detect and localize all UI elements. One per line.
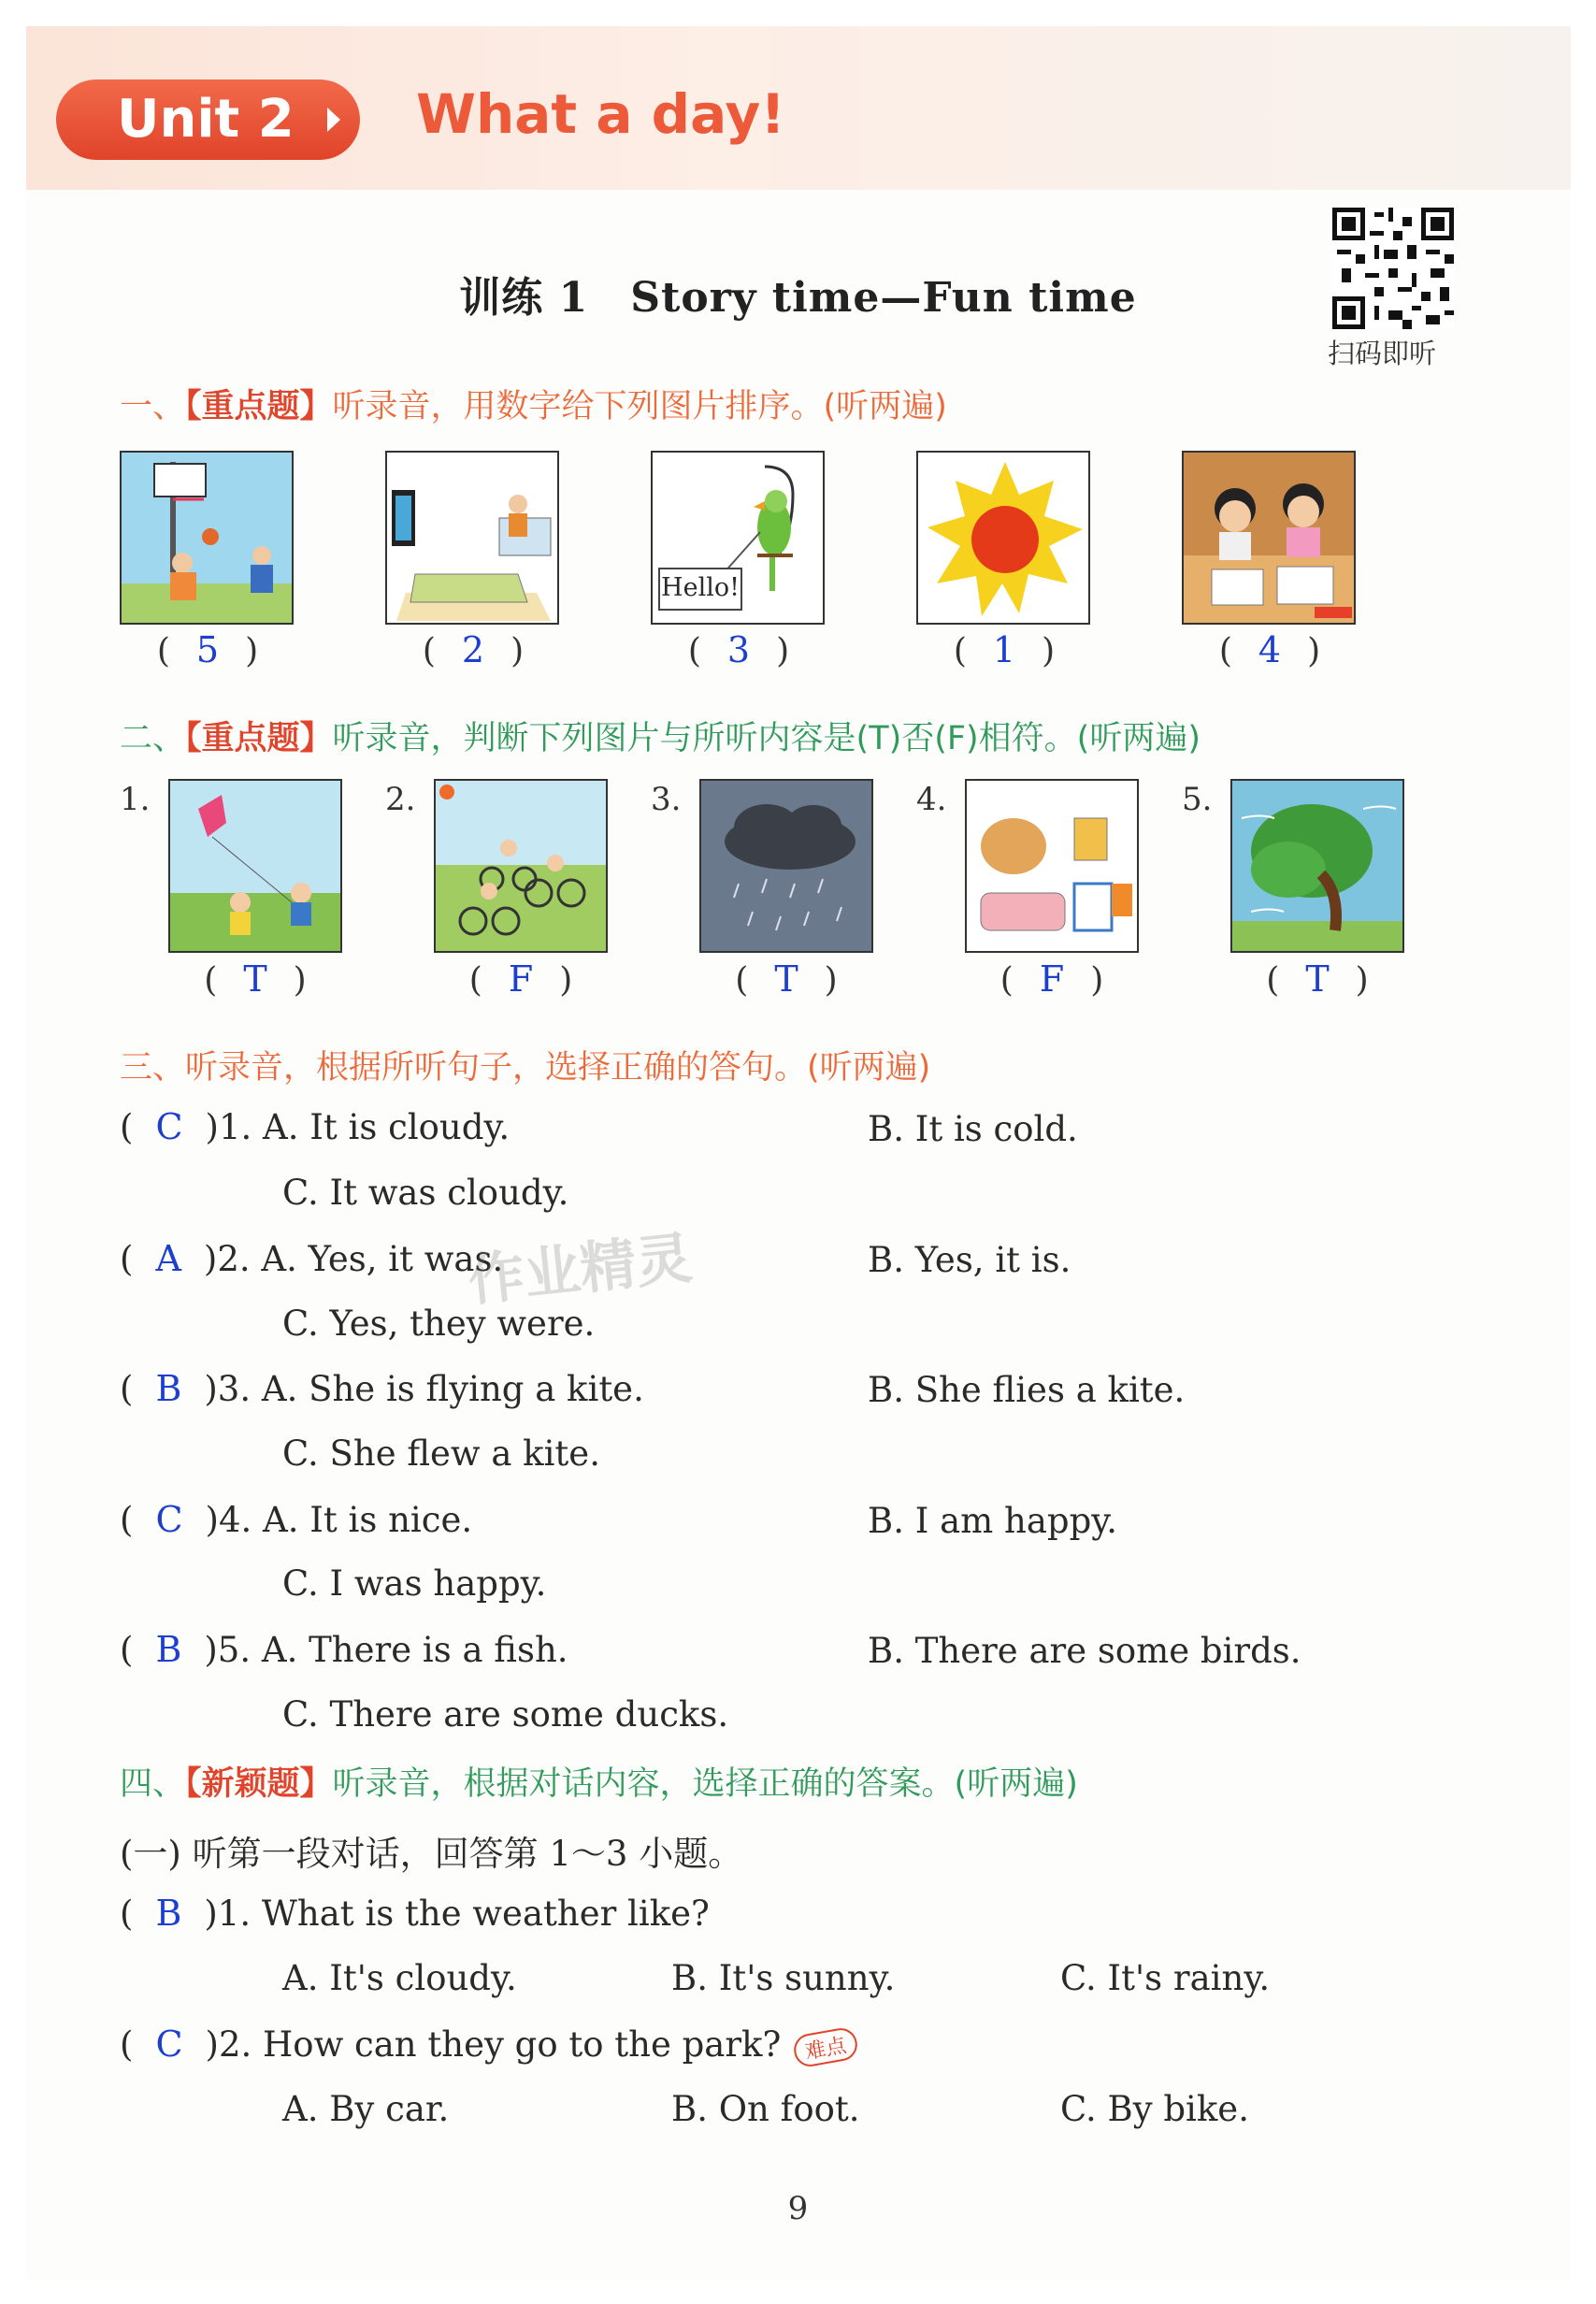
section2-number: 二、 xyxy=(120,720,186,757)
s4-q1-option-a: A. It's cloudy. xyxy=(282,1958,517,1998)
section4-number: 四、 xyxy=(120,1765,186,1803)
section2-answer-5: ( T ) xyxy=(1266,958,1369,1000)
qr-code-icon[interactable] xyxy=(1332,208,1454,329)
section2-label-3: 3. xyxy=(651,781,682,818)
kite-flying-scene-image xyxy=(168,779,342,953)
rain-cloud-scene-image xyxy=(699,779,873,953)
s4-q1-option-b: B. It's sunny. xyxy=(671,1958,896,1998)
kite-icon xyxy=(170,781,342,953)
s3-q5-option-a: A. There is a fish. xyxy=(261,1630,568,1670)
basketball-scene-image xyxy=(120,451,294,625)
s4-q2-option-b: B. On foot. xyxy=(671,2089,860,2129)
s3-q3-number: )3. xyxy=(204,1369,252,1409)
section1-answer-5: ( 4 ) xyxy=(1218,629,1321,670)
s3-q2-option-a: A. Yes, it was. xyxy=(261,1239,504,1279)
unit-label-pill xyxy=(56,79,360,160)
s4-q1-number: )1. xyxy=(204,1894,252,1934)
tv-room-scene-icon xyxy=(387,453,559,625)
s3-q1-number: )1. xyxy=(205,1107,252,1147)
s4-q2-option-c: C. By bike. xyxy=(1060,2089,1249,2129)
basketball-scene-icon xyxy=(122,453,294,625)
section4-heading xyxy=(120,1758,1078,1805)
tv-room-scene-image xyxy=(385,451,559,625)
s3-q5-option-b: B. There are some birds. xyxy=(868,1631,1301,1671)
s4-q1-answer: B xyxy=(155,1893,182,1934)
s3-q2-answer: A xyxy=(155,1238,181,1279)
s3-q3-option-b: B. She flies a kite. xyxy=(868,1370,1186,1410)
section2-label-5: 5. xyxy=(1182,781,1213,818)
s3-q4-number: )4. xyxy=(205,1500,252,1540)
children-drawing-icon xyxy=(1184,453,1356,625)
picnic-food-scene-image xyxy=(965,779,1139,953)
s3-q1-row: ( C )1. A. It is cloudy. xyxy=(120,1106,510,1147)
s4-q1-question: What is the weather like? xyxy=(261,1894,710,1934)
s4-q2-number: )2. xyxy=(205,2024,252,2065)
s3-q3-row: ( B )3. A. She is flying a kite. xyxy=(120,1368,644,1409)
section1-heading xyxy=(120,381,947,427)
s3-q1-option-b: B. It is cold. xyxy=(868,1109,1078,1149)
section2-answer-1: ( T ) xyxy=(204,958,307,1000)
s4-q2-answer: C xyxy=(155,2023,183,2065)
section2-answer-2: ( F ) xyxy=(468,958,573,1000)
sun-icon xyxy=(918,453,1090,625)
play-arrow-icon xyxy=(327,108,340,132)
section2-answer-value: T xyxy=(774,958,798,1000)
difficulty-badge: 难点 xyxy=(792,2025,860,2068)
s3-q2-option-c: C. Yes, they were. xyxy=(282,1303,596,1344)
children-drawing-scene-image xyxy=(1182,451,1356,625)
s3-q4-option-b: B. I am happy. xyxy=(868,1501,1118,1541)
s3-q1-option-a: A. It is cloudy. xyxy=(263,1107,510,1147)
sun-scene-image xyxy=(916,451,1090,625)
section1-answer-2: ( 2 ) xyxy=(422,629,525,670)
section2-tag: 【重点题】 xyxy=(185,720,333,757)
section2-answer-value: T xyxy=(243,958,267,1000)
bicycle-icon xyxy=(436,781,608,953)
s3-q4-row: ( C )4. A. It is nice. xyxy=(120,1499,473,1540)
s4-q1-option-c: C. It's rainy. xyxy=(1060,1958,1271,1998)
s3-q3-answer: B xyxy=(155,1368,182,1409)
s3-q5-number: )5. xyxy=(204,1630,252,1670)
section3-heading: 三、听录音，根据所听句子，选择正确的答句。(听两遍) xyxy=(120,1049,931,1087)
section1-answer-value: 1 xyxy=(992,629,1016,670)
section2-label-4: 4. xyxy=(916,781,947,818)
windy-tree-scene-image xyxy=(1230,779,1404,953)
section2-heading xyxy=(120,713,1201,759)
section2-answer-4: ( F ) xyxy=(999,958,1104,1000)
section1-answer-1: ( 5 ) xyxy=(156,629,259,670)
section1-answer-value: 5 xyxy=(195,629,220,670)
picnic-food-icon xyxy=(967,781,1139,953)
s3-q1-answer: C xyxy=(155,1106,183,1147)
section1-answer-value: 2 xyxy=(461,629,485,670)
s3-q1-option-c: C. It was cloudy. xyxy=(282,1173,569,1213)
section1-tag: 【重点题】 xyxy=(185,388,333,425)
rain-cloud-icon xyxy=(701,781,873,953)
s3-q2-number: )2. xyxy=(203,1239,251,1279)
section2-answer-value: F xyxy=(508,958,534,1000)
section2-instruction: 听录音，判断下列图片与所听内容是(T)否(F)相符。(听两遍) xyxy=(332,720,1201,757)
section1-answer-4: ( 1 ) xyxy=(953,629,1056,670)
section1-number: 一、 xyxy=(120,388,186,425)
s3-q5-row: ( B )5. A. There is a fish. xyxy=(120,1629,568,1670)
unit-title: What a day! xyxy=(416,82,785,146)
s3-q5-option-c: C. There are some ducks. xyxy=(282,1694,729,1735)
s3-q2-option-b: B. Yes, it is. xyxy=(868,1240,1071,1280)
s3-q4-option-c: C. I was happy. xyxy=(282,1563,547,1604)
s4-q2-row: ( C )2. How can they go to the park? 难点 xyxy=(120,2023,857,2065)
section1-instruction: 听录音，用数字给下列图片排序。(听两遍) xyxy=(332,388,947,425)
unit-label: Unit 2 xyxy=(117,89,295,150)
hello-speech-bubble: Hello! xyxy=(658,568,742,611)
s4-q2-question: How can they go to the park? xyxy=(263,2024,782,2065)
s4-q2-option-a: A. By car. xyxy=(282,2089,450,2129)
section4-tag: 【新颖题】 xyxy=(185,1765,333,1803)
page-number: 9 xyxy=(787,2190,809,2227)
section2-answer-3: ( T ) xyxy=(735,958,838,1000)
section2-answer-value: T xyxy=(1305,958,1330,1000)
s3-q2-row: ( A )2. A. Yes, it was. xyxy=(120,1238,504,1279)
section4-instruction: 听录音，根据对话内容，选择正确的答案。(听两遍) xyxy=(332,1765,1078,1803)
section2-label-2: 2. xyxy=(385,781,416,818)
watermark: 作业精灵 xyxy=(465,1225,696,1315)
s3-q4-option-a: A. It is nice. xyxy=(263,1500,473,1540)
section4-subtitle: (一) 听第一段对话，回答第 1～3 小题。 xyxy=(120,1834,743,1874)
section2-answer-value: F xyxy=(1039,958,1065,1000)
windy-tree-icon xyxy=(1232,781,1404,953)
s4-q1-row: ( B )1. What is the weather like? xyxy=(120,1893,710,1934)
s3-q3-option-c: C. She flew a kite. xyxy=(282,1433,600,1474)
s3-q3-option-a: A. She is flying a kite. xyxy=(261,1369,644,1409)
section1-answer-value: 4 xyxy=(1258,629,1282,670)
section1-answer-value: 3 xyxy=(726,629,751,670)
cycling-scene-image xyxy=(434,779,608,953)
s3-q5-answer: B xyxy=(155,1629,182,1670)
lesson-title: 训练 1 Story time—Fun time xyxy=(459,274,1137,322)
qr-label: 扫码即听 xyxy=(1328,338,1437,369)
section2-label-1: 1. xyxy=(120,781,151,818)
section1-answer-3: ( 3 ) xyxy=(687,629,790,670)
s3-q4-answer: C xyxy=(155,1499,183,1540)
